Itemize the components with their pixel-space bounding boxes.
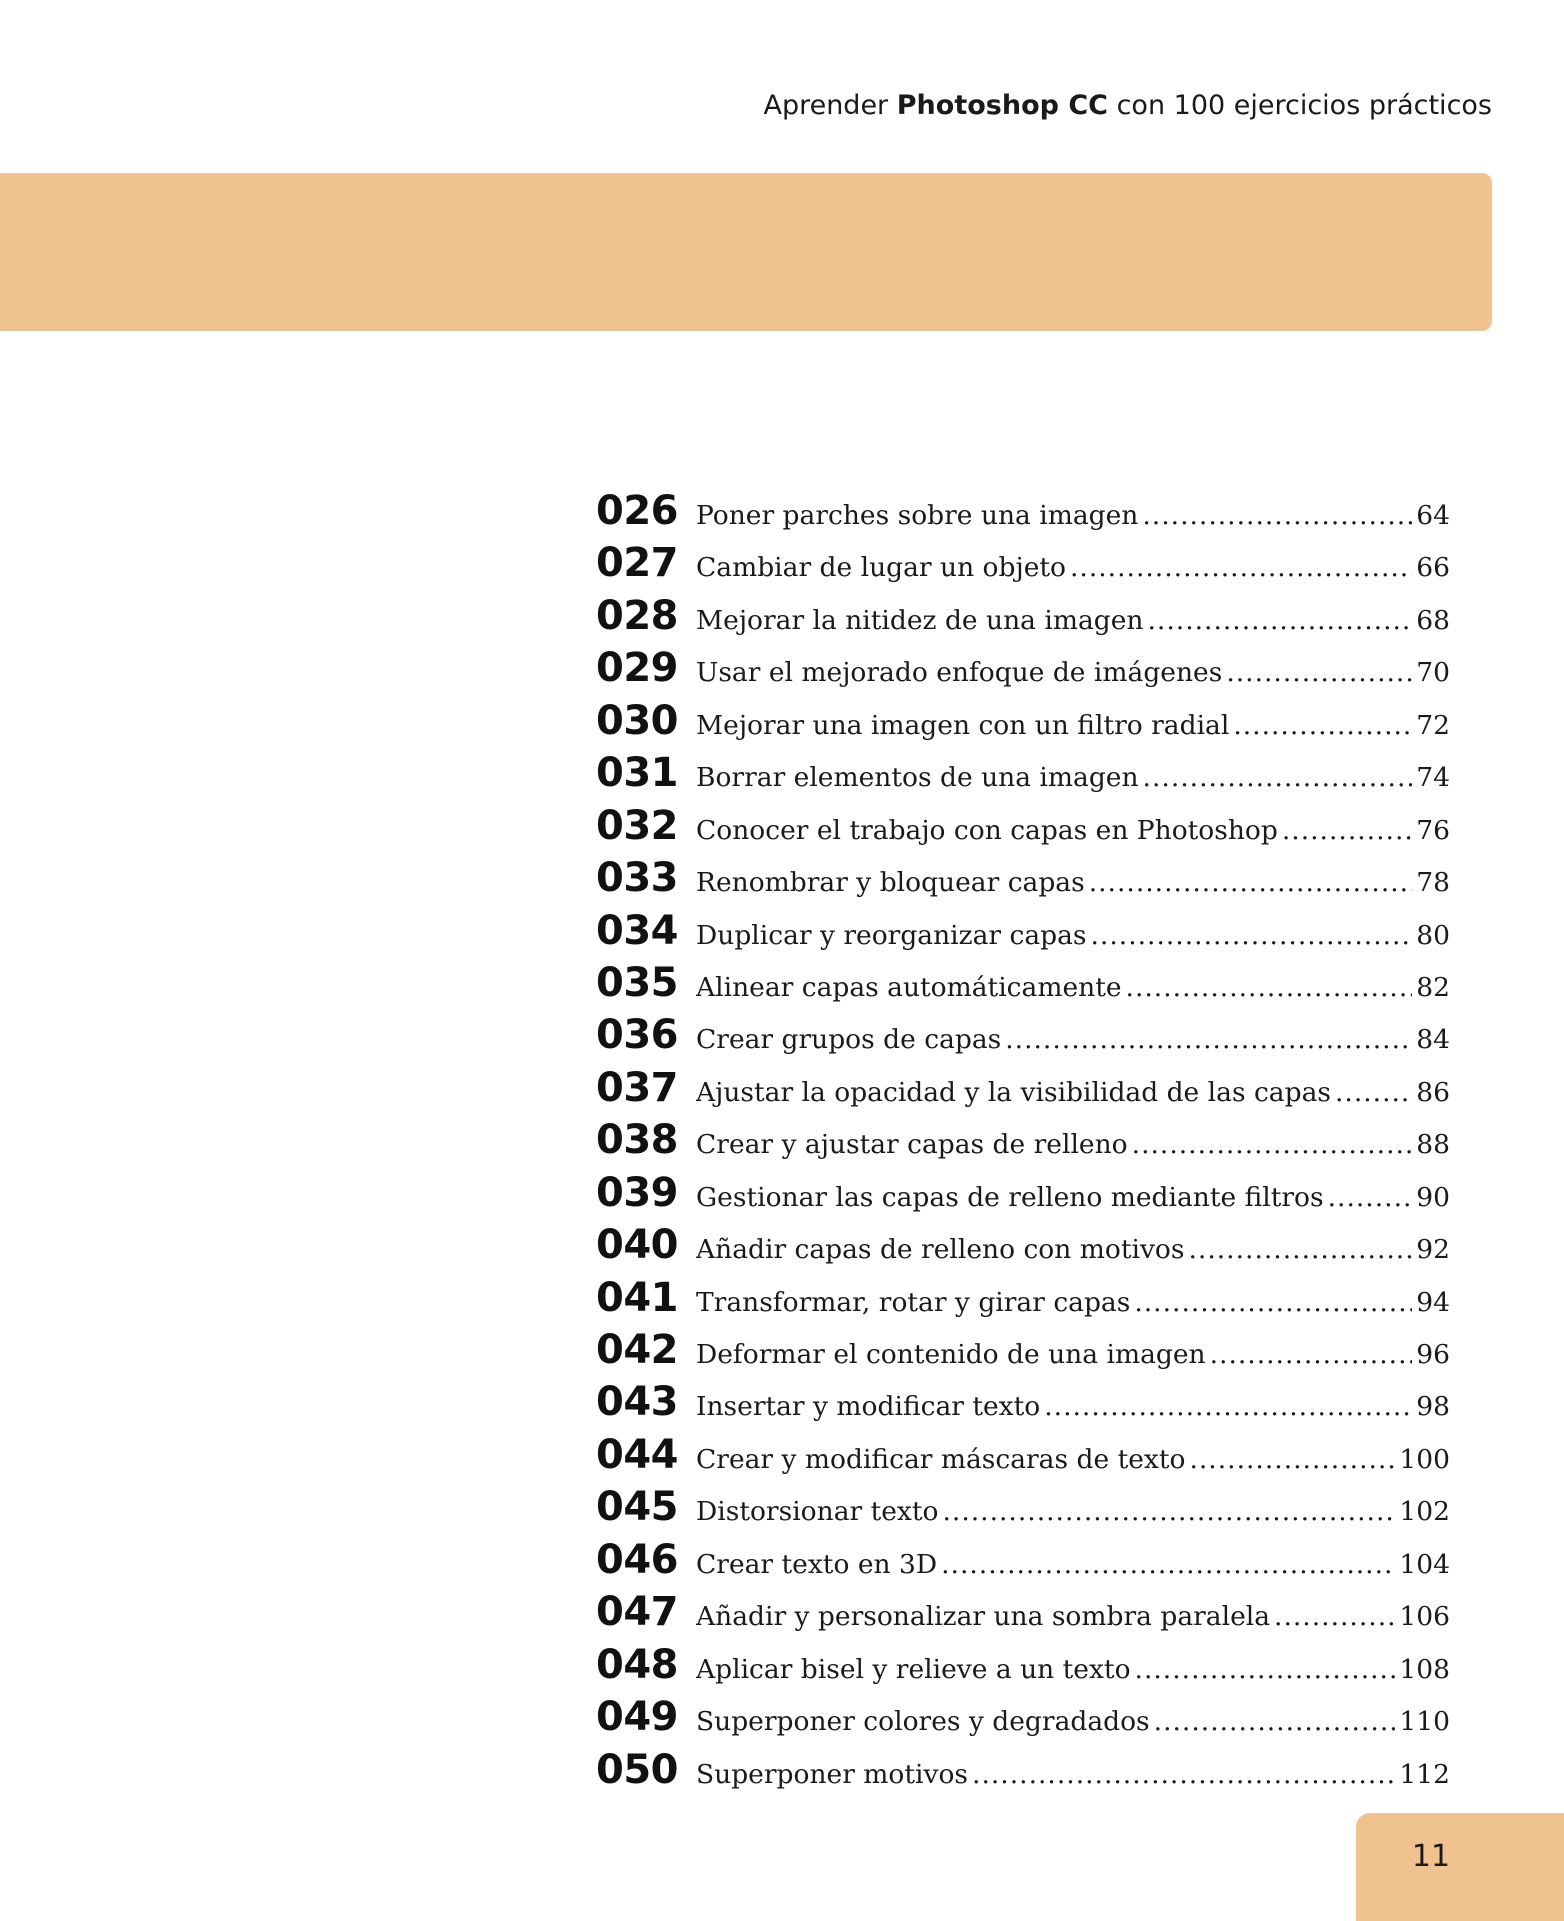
toc-entry — [696, 1444, 1450, 1475]
exercise-page: 64 — [1416, 500, 1450, 531]
exercise-page: 90 — [1416, 1181, 1450, 1213]
exercise-title: Duplicar y reorganizar capas — [696, 919, 1087, 951]
exercise-number: 035 — [596, 959, 678, 1006]
exercise-page: 96 — [1416, 1339, 1450, 1370]
exercise-number: 040 — [596, 1222, 678, 1269]
exercise-title: Alinear capas automáticamente — [696, 971, 1122, 1003]
dot-leader — [1154, 1706, 1396, 1737]
toc-row[interactable] — [596, 1537, 1450, 1589]
toc-entry — [696, 1339, 1450, 1370]
exercise-title: Mejorar una imagen con un filtro radial — [696, 709, 1230, 741]
exercise-page: 86 — [1416, 1076, 1450, 1108]
toc-row[interactable] — [596, 698, 1450, 750]
exercise-title: Ajustar la opacidad y la visibilidad de las capas — [696, 1076, 1331, 1108]
toc-entry — [696, 1129, 1450, 1160]
exercise-page: 70 — [1416, 657, 1450, 689]
exercise-title: Crear texto en 3D — [696, 1548, 938, 1580]
exercise-title: Transformar, rotar y girar capas — [696, 1286, 1131, 1318]
exercise-page: 98 — [1416, 1391, 1450, 1423]
table-of-contents — [596, 488, 1450, 1799]
exercise-number: 043 — [596, 1379, 678, 1426]
exercise-title: Insertar y modificar texto — [696, 1391, 1041, 1423]
dot-leader — [941, 1549, 1395, 1580]
toc-row[interactable] — [596, 540, 1450, 592]
exercise-title: Superponer motivos — [696, 1758, 969, 1790]
header-product: Photoshop CC — [896, 90, 1108, 121]
exercise-number: 037 — [596, 1064, 678, 1111]
toc-row[interactable] — [596, 1642, 1450, 1694]
toc-row[interactable] — [596, 1065, 1450, 1117]
exercise-page: 88 — [1416, 1129, 1450, 1161]
toc-row[interactable] — [596, 803, 1450, 855]
toc-entry — [696, 1601, 1450, 1632]
dot-leader — [1233, 710, 1412, 741]
toc-row[interactable] — [596, 1117, 1450, 1169]
toc-row[interactable] — [596, 1694, 1450, 1746]
dot-leader — [1070, 552, 1412, 583]
dot-leader — [1005, 1024, 1412, 1055]
dot-leader — [1282, 815, 1412, 846]
exercise-title: Cambiar de lugar un objeto — [696, 552, 1066, 584]
toc-row[interactable] — [596, 1484, 1450, 1536]
exercise-title: Poner parches sobre una imagen — [696, 500, 1139, 531]
exercise-page: 68 — [1416, 604, 1450, 636]
exercise-number: 042 — [596, 1327, 678, 1373]
dot-leader — [1089, 867, 1413, 898]
exercise-title: Añadir y personalizar una sombra paralela — [696, 1601, 1271, 1633]
dot-leader — [1134, 1287, 1412, 1318]
exercise-title: Crear y ajustar capas de relleno — [696, 1129, 1128, 1161]
exercise-page: 76 — [1416, 814, 1450, 846]
toc-entry — [696, 710, 1450, 741]
exercise-page: 102 — [1399, 1496, 1450, 1528]
exercise-number: 044 — [596, 1431, 678, 1478]
toc-entry — [696, 1391, 1450, 1422]
toc-entry — [696, 500, 1450, 531]
dot-leader — [1335, 1077, 1412, 1108]
dot-leader — [1091, 920, 1413, 951]
toc-row[interactable] — [596, 750, 1450, 802]
exercise-title: Mejorar la nitidez de una imagen — [696, 604, 1144, 636]
toc-row[interactable] — [596, 1432, 1450, 1484]
toc-entry — [696, 1234, 1450, 1265]
dot-leader — [1143, 762, 1413, 793]
exercise-number: 034 — [596, 907, 678, 954]
toc-row[interactable] — [596, 593, 1450, 645]
exercise-number: 032 — [596, 802, 678, 849]
exercise-title: Borrar elementos de una imagen — [696, 762, 1139, 794]
toc-entry — [696, 920, 1450, 951]
toc-row[interactable] — [596, 1589, 1450, 1641]
exercise-number: 041 — [596, 1274, 678, 1321]
exercise-number: 030 — [596, 697, 678, 744]
exercise-number: 048 — [596, 1641, 678, 1688]
exercise-number: 045 — [596, 1484, 678, 1531]
exercise-number: 026 — [596, 488, 678, 534]
exercise-page: 92 — [1416, 1234, 1450, 1266]
page-number-tab — [1356, 1813, 1564, 1921]
exercise-title: Gestionar las capas de relleno mediante filtros — [696, 1181, 1324, 1213]
exercise-title: Aplicar bisel y relieve a un texto — [696, 1653, 1131, 1685]
dot-leader — [1044, 1391, 1412, 1422]
exercise-number: 050 — [596, 1746, 678, 1793]
header-suffix: con 100 ejercicios prácticos — [1116, 90, 1492, 121]
exercise-page: 72 — [1416, 709, 1450, 741]
dot-leader — [1135, 1654, 1396, 1685]
exercise-number: 039 — [596, 1169, 678, 1216]
toc-entry — [696, 867, 1450, 898]
toc-entry — [696, 605, 1450, 636]
exercise-number: 046 — [596, 1536, 678, 1583]
exercise-page: 108 — [1399, 1653, 1450, 1685]
exercise-number: 028 — [596, 592, 678, 639]
toc-row[interactable] — [596, 1379, 1450, 1431]
toc-row[interactable] — [596, 488, 1450, 540]
dot-leader — [1274, 1601, 1395, 1632]
header-prefix: Aprender — [763, 90, 889, 121]
dot-leader — [1328, 1182, 1413, 1213]
exercise-page: 74 — [1416, 762, 1450, 794]
header-color-band — [0, 173, 1492, 331]
toc-row[interactable] — [596, 855, 1450, 907]
exercise-page: 84 — [1416, 1024, 1450, 1056]
toc-row[interactable] — [596, 1747, 1450, 1799]
toc-row[interactable] — [596, 960, 1450, 1012]
toc-entry — [696, 657, 1450, 688]
toc-entry — [696, 815, 1450, 846]
exercise-page: 110 — [1399, 1706, 1450, 1738]
dot-leader — [972, 1759, 1395, 1790]
exercise-number: 029 — [596, 645, 678, 692]
exercise-page: 100 — [1399, 1443, 1450, 1475]
dot-leader — [1126, 972, 1413, 1003]
dot-leader — [1189, 1444, 1395, 1475]
exercise-title: Crear y modificar máscaras de texto — [696, 1443, 1186, 1475]
dot-leader — [1210, 1339, 1413, 1370]
exercise-page: 66 — [1416, 552, 1450, 584]
toc-row[interactable] — [596, 1327, 1450, 1379]
exercise-title: Usar el mejorado enfoque de imágenes — [696, 657, 1223, 689]
exercise-title: Añadir capas de relleno con motivos — [696, 1234, 1185, 1266]
exercise-number: 047 — [596, 1589, 678, 1636]
exercise-number: 036 — [596, 1012, 678, 1059]
exercise-number: 027 — [596, 540, 678, 587]
dot-leader — [1142, 500, 1412, 531]
toc-row[interactable] — [596, 1275, 1450, 1327]
toc-entry — [696, 1182, 1450, 1213]
exercise-number: 031 — [596, 750, 678, 797]
toc-row[interactable] — [596, 1170, 1450, 1222]
dot-leader — [942, 1496, 1395, 1527]
toc-entry — [696, 1496, 1450, 1527]
dot-leader — [1226, 657, 1412, 688]
exercise-page: 94 — [1416, 1286, 1450, 1318]
exercise-title: Superponer colores y degradados — [696, 1706, 1150, 1738]
toc-entry — [696, 1706, 1450, 1737]
exercise-page: 112 — [1399, 1758, 1450, 1790]
exercise-page: 78 — [1416, 867, 1450, 899]
toc-entry — [696, 972, 1450, 1003]
toc-entry — [696, 1024, 1450, 1055]
dot-leader — [1132, 1129, 1413, 1160]
toc-row[interactable] — [596, 645, 1450, 697]
dot-leader — [1148, 605, 1413, 636]
exercise-number: 033 — [596, 855, 678, 902]
toc-entry — [696, 1287, 1450, 1318]
toc-row[interactable] — [596, 1012, 1450, 1064]
exercise-title: Deformar el contenido de una imagen — [696, 1339, 1206, 1370]
exercise-title: Distorsionar texto — [696, 1496, 939, 1528]
exercise-page: 82 — [1416, 971, 1450, 1003]
exercise-number: 049 — [596, 1694, 678, 1741]
exercise-title: Renombrar y bloquear capas — [696, 867, 1085, 899]
toc-entry — [696, 1759, 1450, 1790]
dot-leader — [1188, 1234, 1412, 1265]
exercise-number: 038 — [596, 1117, 678, 1164]
toc-row[interactable] — [596, 1222, 1450, 1274]
toc-entry — [696, 1077, 1450, 1108]
page-number: 11 — [1411, 1839, 1451, 1874]
toc-row[interactable] — [596, 908, 1450, 960]
exercise-page: 106 — [1399, 1601, 1450, 1633]
toc-entry — [696, 552, 1450, 583]
toc-entry — [696, 1549, 1450, 1580]
exercise-page: 80 — [1416, 919, 1450, 951]
exercise-page: 104 — [1399, 1548, 1450, 1580]
running-header — [763, 90, 1492, 121]
toc-entry — [696, 762, 1450, 793]
exercise-title: Crear grupos de capas — [696, 1024, 1002, 1056]
toc-entry — [696, 1654, 1450, 1685]
exercise-title: Conocer el trabajo con capas en Photoshop — [696, 814, 1278, 846]
